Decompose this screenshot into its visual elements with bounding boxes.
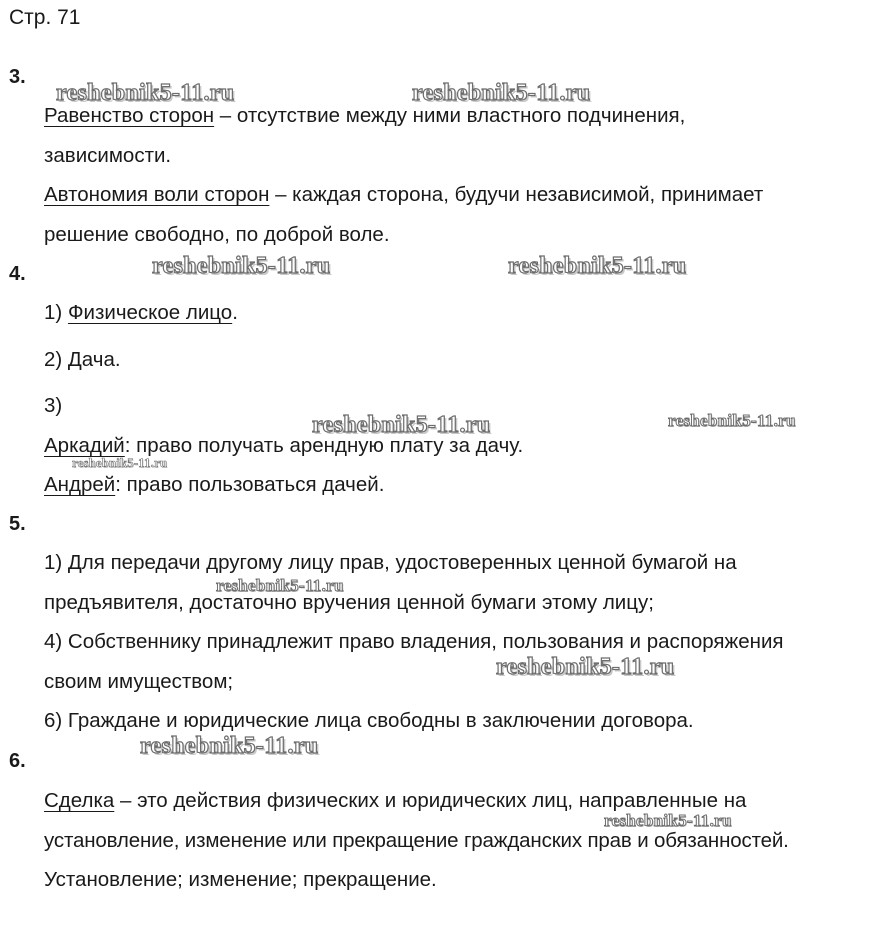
watermark: reshebnik5-11.ru [496,654,675,680]
definition-line [44,183,763,207]
definition-line: решение свободно, по доброй воле. [44,223,390,246]
answer-line [44,434,523,458]
answer-line: предъявителя, достаточно вручения ценной бумаги этому лицу; [44,591,654,614]
task-number: 5. [9,513,26,535]
item-suffix: . [232,301,238,324]
watermark: reshebnik5-11.ru [508,253,687,279]
answer-line: 6) Граждане и юридические лица свободны в заключении договора. [44,709,694,732]
answer-line: 3) [44,394,63,417]
watermark: reshebnik5-11.ru [56,80,235,106]
person-name: Аркадий [44,434,125,457]
watermark: reshebnik5-11.ru [216,576,344,595]
answer-line: Установление; изменение; прекращение. [44,868,437,891]
definition-text: – это действия физических и юридических лиц, направленные на [114,789,747,812]
definition-line [44,104,685,128]
person-name: Андрей [44,473,116,496]
answer-line: 2) Дача. [44,348,121,371]
definition-line: установление, изменение или прекращение гражданских прав и обязанностей. [44,829,789,852]
watermark: reshebnik5-11.ru [72,456,168,470]
watermark: reshebnik5-11.ru [152,253,331,279]
watermark: reshebnik5-11.ru [312,412,491,438]
term: Сделка [44,789,115,812]
answer-line [44,473,384,497]
watermark: reshebnik5-11.ru [412,80,591,106]
answer-line: своим имуществом; [44,670,234,693]
item-prefix: 1) [44,301,68,324]
watermark: reshebnik5-11.ru [604,811,732,830]
task-number: 3. [9,66,26,88]
term: Равенство сторон [44,104,215,127]
task-number: 4. [9,263,26,285]
answer-line: 1) Для передачи другому лицу прав, удостоверенных ценной бумагой на [44,551,737,574]
term: Автономия воли сторон [44,183,270,206]
definition-text: – каждая сторона, будучи независимой, принимает [269,183,764,206]
definition-line: зависимости. [44,144,172,167]
answer-line: 4) Собственнику принадлежит право владения, пользования и распоряжения [44,630,784,653]
task-number: 6. [9,750,26,772]
person-right: : право пользоваться дачей. [115,473,385,496]
person-right: : право получать арендную плату за дачу. [124,434,524,457]
page-title: Стр. 71 [9,6,81,29]
term: Физическое лицо [67,301,233,324]
watermark: reshebnik5-11.ru [668,411,796,430]
watermark: reshebnik5-11.ru [140,733,319,759]
definition-text: – отсутствие между ними властного подчинения, [214,104,686,127]
answer-line [44,301,238,325]
definition-line [44,789,746,813]
